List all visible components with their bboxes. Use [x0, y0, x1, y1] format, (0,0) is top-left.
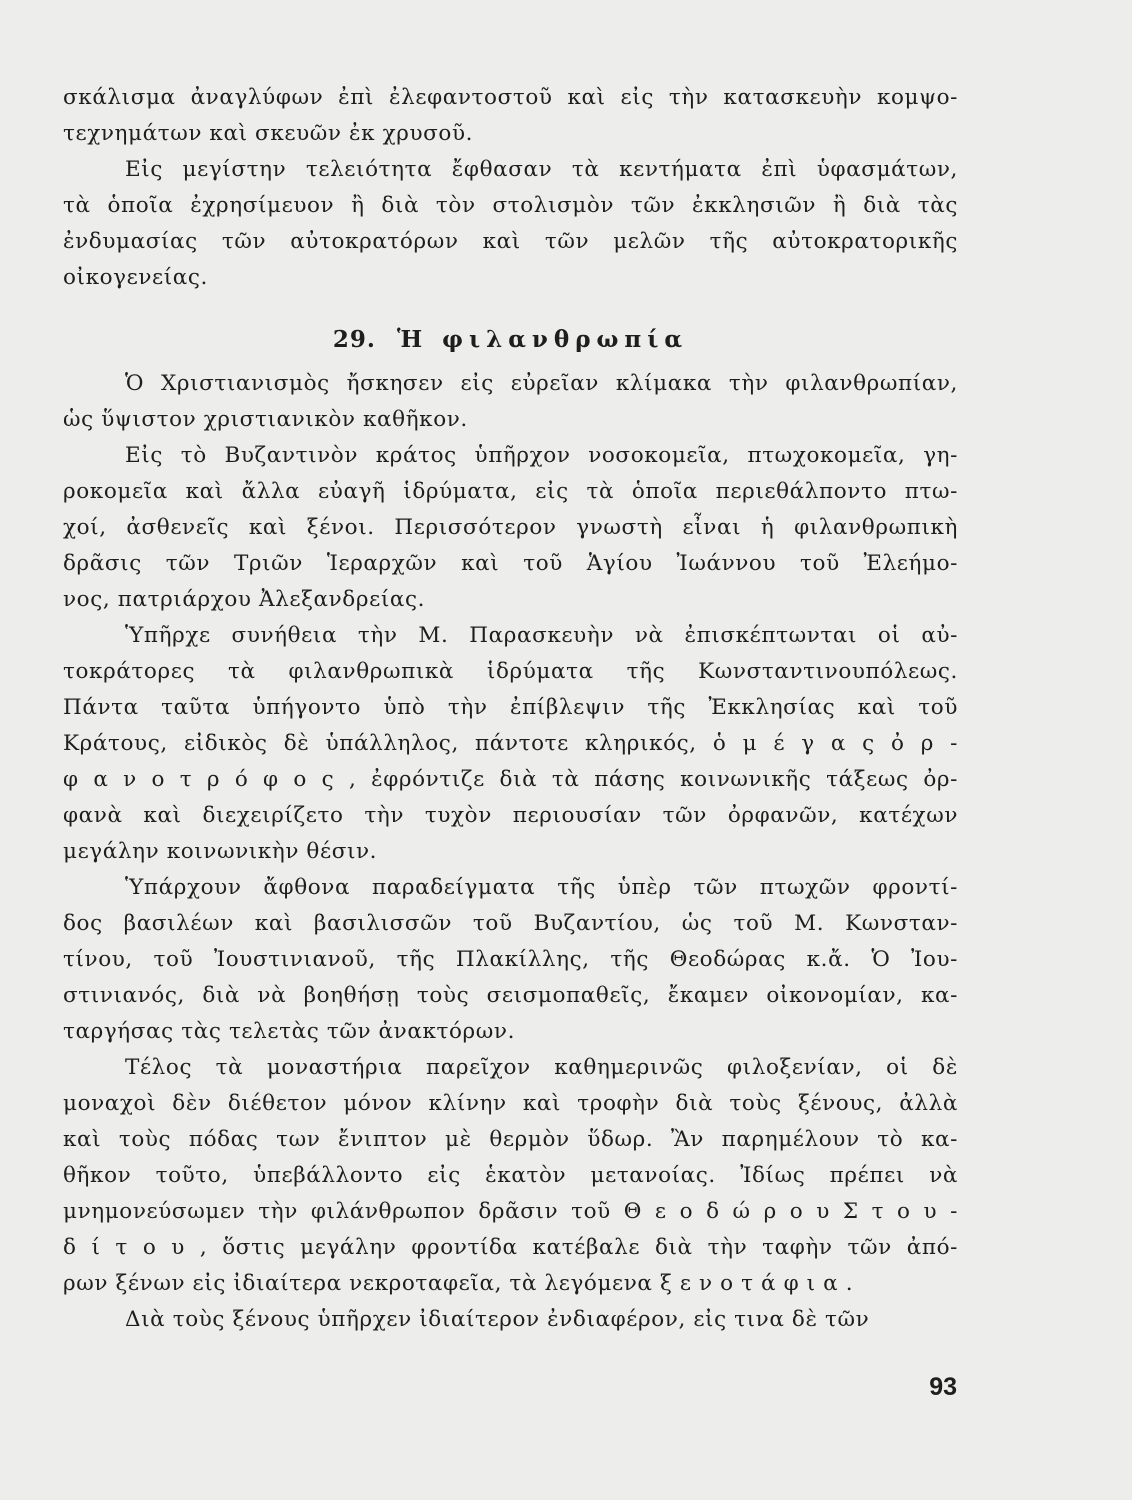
section-heading [63, 318, 958, 362]
text-line: χοί, ἀσθενεῖς καὶ ξένοι. Περισσότερον γνωστὴ εἶναι ἡ φιλανθρωπικὴ [63, 515, 958, 540]
body-text [63, 80, 958, 1338]
text-line: θῆκον τοῦτο, ὑπεβάλλοντο εἰς ἑκατὸν μετανοίας. Ἰδίως πρέπει νὰ [63, 1163, 958, 1188]
text-line: τεχνημάτων καὶ σκευῶν ἐκ χρυσοῦ. [63, 121, 474, 146]
text-line: τὰ ὁποῖα ἐχρησίμευον ἢ διὰ τὸν στολισμὸν τῶν ἐκκλησιῶν ἢ διὰ τὰς [63, 193, 958, 218]
text-line: νος, πατριάρχου Ἀλεξανδρείας. [63, 587, 426, 612]
text-line: Ὁ Χριστιανισμὸς ἤσκησεν εἰς εὐρεῖαν κλίμακα τὴν φιλανθρωπίαν, [125, 371, 958, 396]
paragraph [63, 152, 958, 296]
text-line: καὶ τοὺς πόδας των ἔνιπτον μὲ θερμὸν ὕδωρ. Ἂν παρημέλουν τὸ κα- [63, 1127, 958, 1152]
text-line: φ α ν ο τ ρ ό φ ο ς , ἐφρόντιζε διὰ τὰ πάσης κοινωνικῆς τάξεως ὀρ- [63, 767, 958, 792]
text-line: τίνου, τοῦ Ἰουστινιανοῦ, τῆς Πλακίλλης, τῆς Θεοδώρας κ.ἄ. Ὁ Ἰου- [63, 947, 958, 972]
paragraph [63, 438, 958, 618]
section-title: Ἡ φιλανθρωπία [396, 326, 689, 353]
text-line: μοναχοὶ δὲν διέθετον μόνον κλίνην καὶ τροφὴν διὰ τοὺς ξένους, ἀλλὰ [63, 1091, 958, 1116]
text-line: Διὰ τοὺς ξένους ὑπῆρχεν ἰδιαίτερον ἐνδιαφέρον, εἰς τινα δὲ τῶν [125, 1307, 870, 1332]
text-line: στινιανός, διὰ νὰ βοηθήσῃ τοὺς σεισμοπαθεῖς, ἔκαμεν οἰκονομίαν, κα- [63, 983, 958, 1008]
text-line: τοκράτορες τὰ φιλανθρωπικὰ ἱδρύματα τῆς Κωνσταντινουπόλεως. [63, 659, 958, 684]
text-line: ρων ξένων εἰς ἰδιαίτερα νεκροταφεῖα, τὰ λεγόμενα ξ ε ν ο τ ά φ ι α . [63, 1271, 854, 1296]
text-line: μνημονεύσωμεν τὴν φιλάνθρωπον δρᾶσιν τοῦ Θ ε ο δ ώ ρ ο υ Σ τ ο υ - [63, 1199, 958, 1224]
text-line: δ ί τ ο υ , ὅστις μεγάλην φροντίδα κατέβαλε διὰ τὴν ταφὴν τῶν ἀπό- [63, 1235, 958, 1260]
text-line: Ὑπῆρχε συνήθεια τὴν Μ. Παρασκευὴν νὰ ἐπισκέπτωνται οἱ αὐ- [125, 623, 958, 648]
text-line: ροκομεῖα καὶ ἄλλα εὐαγῆ ἱδρύματα, εἰς τὰ ὁποῖα περιεθάλποντο πτω- [63, 479, 958, 504]
text-before-heading [63, 80, 958, 296]
text-line: ὡς ὕψιστον χριστιανικὸν καθῆκον. [63, 407, 468, 432]
text-line: Πάντα ταῦτα ὑπήγοντο ὑπὸ τὴν ἐπίβλεψιν τῆς Ἐκκλησίας καὶ τοῦ [63, 695, 958, 720]
text-line: Ὑπάρχουν ἄφθονα παραδείγματα τῆς ὑπὲρ τῶν πτωχῶν φροντί- [125, 875, 958, 900]
text-line: δρᾶσις τῶν Τριῶν Ἱεραρχῶν καὶ τοῦ Ἁγίου Ἰωάννου τοῦ Ἐλεήμο- [63, 551, 958, 576]
text-line: δος βασιλέων καὶ βασιλισσῶν τοῦ Βυζαντίου, ὡς τοῦ Μ. Κωνσταν- [63, 911, 958, 936]
text-line: Εἰς τὸ Βυζαντινὸν κράτος ὑπῆρχον νοσοκομεῖα, πτωχοκομεῖα, γη- [125, 443, 958, 468]
text-line: Κράτους, εἰδικὸς δὲ ὑπάλληλος, πάντοτε κληρικός, ὁ μ έ γ α ς ὀ ρ - [63, 731, 958, 756]
page-number: 93 [929, 1373, 957, 1401]
text-line: φανὰ καὶ διεχειρίζετο τὴν τυχὸν περιουσίαν τῶν ὀρφανῶν, κατέχων [63, 803, 958, 828]
text-line: Τέλος τὰ μοναστήρια παρεῖχον καθημερινῶς φιλοξενίαν, οἱ δὲ [125, 1055, 958, 1080]
text-line: ταργήσας τὰς τελετὰς τῶν ἀνακτόρων. [63, 1019, 516, 1044]
paragraph [63, 1302, 958, 1338]
text-line: ἐνδυμασίας τῶν αὐτοκρατόρων καὶ τῶν μελῶν τῆς αὐτοκρατορικῆς [63, 229, 958, 254]
section-number: 29. [332, 326, 376, 353]
text-line: οἰκογενείας. [63, 265, 208, 290]
text-line: Εἰς μεγίστην τελειότητα ἔφθασαν τὰ κεντήματα ἐπὶ ὑφασμάτων, [125, 157, 958, 182]
text-line: σκάλισμα ἀναγλύφων ἐπὶ ἐλεφαντοστοῦ καὶ εἰς τὴν κατασκευὴν κομψο- [63, 85, 958, 110]
paragraph [63, 80, 958, 152]
paragraph [63, 1050, 958, 1302]
paragraph [63, 366, 958, 438]
paragraph [63, 870, 958, 1050]
text-line: μεγάλην κοινωνικὴν θέσιν. [63, 839, 378, 864]
paragraph [63, 618, 958, 870]
text-after-heading [63, 366, 958, 1338]
